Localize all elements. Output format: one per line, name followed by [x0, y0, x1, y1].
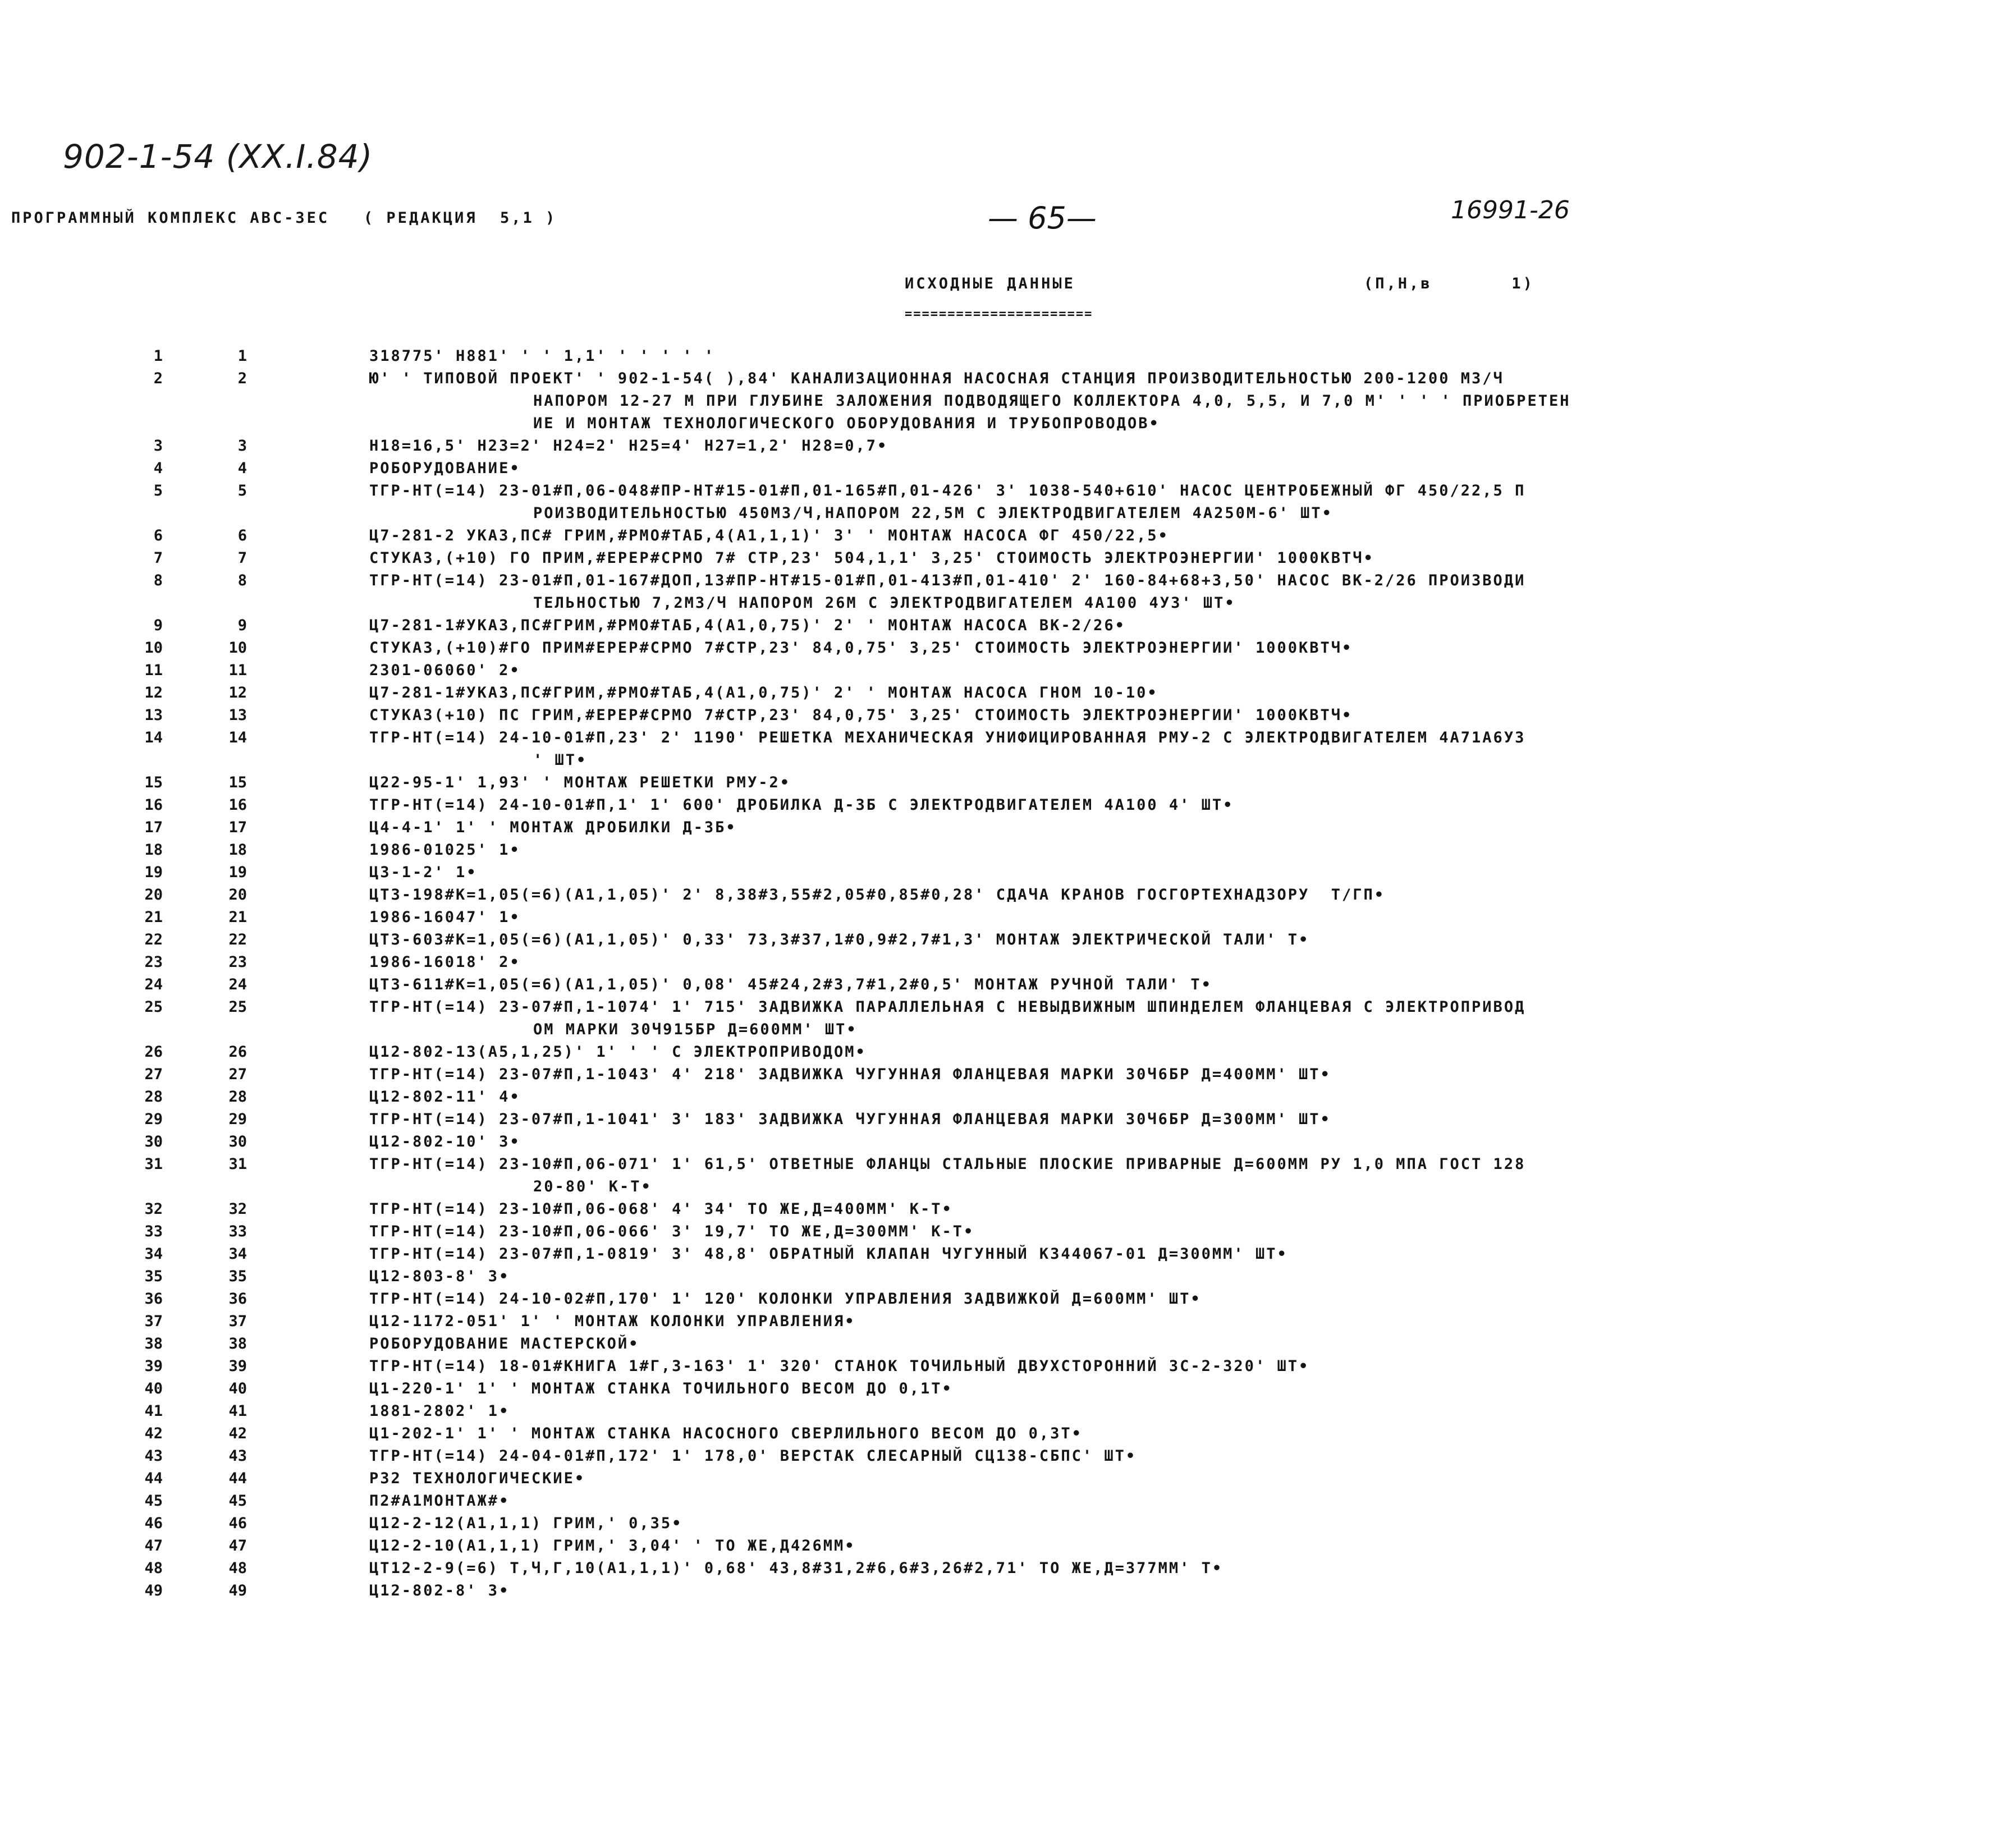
listing-row [0, 817, 2007, 839]
row-text-line: Ц12-2-10(А1,1,1) ГРИМ,' 3,04' ' ТО ЖЕ,Д426ММ• [369, 1537, 856, 1554]
row-number: 26 [144, 1043, 163, 1061]
row-line-number: 21 [228, 909, 247, 926]
row-line-number: 34 [228, 1245, 247, 1263]
listing-row [0, 1041, 2007, 1063]
row-text-line: ТГР-НТ(=14) 23-10#П,06-066' 3' 19,7' ТО ЖЕ,Д=300ММ' К-Т• [369, 1223, 975, 1240]
listing-row [0, 1153, 2007, 1198]
row-number: 2 [153, 370, 163, 387]
row-text-line: СТУКАЗ,(+10)#ГО ПРИМ#ЕРЕР#СРМО 7#СТР,23' 84,0,75' 3,25' СТОИМОСТЬ ЭЛЕКТРОЭНЕРГИИ' 1000КВТЧ• [369, 639, 1353, 657]
row-text [369, 1265, 1963, 1288]
row-line-number: 40 [228, 1380, 247, 1397]
listing-row [0, 996, 2007, 1041]
row-line-number: 32 [228, 1200, 247, 1218]
row-text [369, 637, 1963, 659]
row-text-line: ТГР-НТ(=14) 23-10#П,06-068' 4' 34' ТО ЖЕ,Д=400ММ' К-Т• [369, 1200, 953, 1218]
row-text [369, 906, 1963, 929]
row-text [369, 1378, 1963, 1400]
row-line-number: 1 [237, 347, 247, 365]
row-line-number: 24 [228, 976, 247, 993]
row-text [369, 1243, 1963, 1265]
row-number: 33 [144, 1223, 163, 1240]
row-text [369, 1512, 1963, 1535]
row-text [369, 884, 1963, 906]
row-line-number: 10 [228, 639, 247, 657]
row-number: 44 [144, 1470, 163, 1487]
row-line-number: 44 [228, 1470, 247, 1487]
listing-row [0, 929, 2007, 951]
row-text [369, 951, 1963, 974]
row-line-number: 45 [228, 1492, 247, 1510]
row-number: 45 [144, 1492, 163, 1510]
section-underline: ====================== [905, 307, 1093, 321]
row-number: 34 [144, 1245, 163, 1263]
listing-row [0, 704, 2007, 727]
row-line-number: 48 [228, 1560, 247, 1577]
row-text [369, 861, 1963, 884]
row-text [369, 1468, 1963, 1490]
listing-row [0, 1108, 2007, 1131]
row-text-line: Ц12-1172-051' 1' ' МОНТАЖ КОЛОНКИ УПРАВЛЕНИЯ• [369, 1313, 856, 1330]
listing-row [0, 435, 2007, 457]
row-line-number: 39 [228, 1358, 247, 1375]
row-number: 20 [144, 886, 163, 904]
row-number: 42 [144, 1425, 163, 1442]
row-line-number: 18 [228, 841, 247, 859]
row-line-number: 15 [228, 774, 247, 791]
row-text-line: ТГР-НТ(=14) 24-10-02#П,170' 1' 120' КОЛОНКИ УПРАВЛЕНИЯ ЗАДВИЖКОЙ Д=600ММ' ШТ• [369, 1290, 1202, 1308]
row-text [369, 1108, 1963, 1131]
row-text-line: 1986-01025' 1• [369, 841, 521, 859]
listing-row [0, 615, 2007, 637]
row-number: 7 [153, 549, 163, 567]
row-continuation-line: ИЕ И МОНТАЖ ТЕХНОЛОГИЧЕСКОГО ОБОРУДОВАНИЯ И ТРУБОПРОВОДОВ• [533, 415, 1160, 432]
listing-row [0, 1535, 2007, 1557]
listing-row [0, 974, 2007, 996]
row-text [369, 1041, 1963, 1063]
listing-row [0, 1580, 2007, 1602]
row-text-line: Н18=16,5' Н23=2' Н24=2' Н25=4' Н27=1,2' Н28=0,7• [369, 437, 888, 455]
document-code: 902-1-54 (XX.I.84) [63, 137, 373, 176]
row-text-line: ТГР-НТ(=14) 23-10#П,06-071' 1' 61,5' ОТВЕТНЫЕ ФЛАНЦЫ СТАЛЬНЫЕ ПЛОСКИЕ ПРИВАРНЫЕ Д=600ММ РУ 1,0 МПА ГОСТ 128 [369, 1155, 1526, 1173]
row-text-line: ТГР-НТ(=14) 24-04-01#П,172' 1' 178,0' ВЕРСТАК СЛЕСАРНЫЙ СЦ138-СБПС' ШТ• [369, 1447, 1137, 1465]
listing-row [0, 1131, 2007, 1153]
sheet-code: 16991-26 [1451, 196, 1570, 224]
row-text [369, 1153, 1963, 1198]
row-text-line: ТГР-НТ(=14) 23-07#П,1-1074' 1' 715' ЗАДВИЖКА ПАРАЛЛЕЛЬНАЯ С НЕВЫДВИЖНЫМ ШПИНДЕЛЕМ ФЛАНЦЕВАЯ С ЭЛЕКТРОПРИВОД [369, 998, 1526, 1016]
row-text-line: СТУКАЗ(+10) ПС ГРИМ,#ЕРЕР#СРМО 7#СТР,23' 84,0,75' 3,25' СТОИМОСТЬ ЭЛЕКТРОЭНЕРГИИ' 1000КВТЧ• [369, 707, 1353, 724]
row-number: 36 [144, 1290, 163, 1308]
listing-row [0, 1221, 2007, 1243]
row-line-number: 25 [228, 998, 247, 1016]
section-heading: ИСХОДНЫЕ ДАННЫЕ [905, 275, 1075, 292]
row-text-line: Ц4-4-1' 1' ' МОНТАЖ ДРОБИЛКИ Д-3Б• [369, 819, 737, 836]
row-text-line: РОБОРУДОВАНИЕ МАСТЕРСКОЙ• [369, 1335, 640, 1352]
row-line-number: 2 [237, 370, 247, 387]
listing-row [0, 457, 2007, 480]
row-text [369, 1086, 1963, 1108]
row-line-number: 42 [228, 1425, 247, 1442]
row-text [369, 1063, 1963, 1086]
row-number: 10 [144, 639, 163, 657]
listing-row [0, 547, 2007, 570]
listing-row [0, 1265, 2007, 1288]
listing-row [0, 1423, 2007, 1445]
row-text [369, 974, 1963, 996]
listing-row [0, 839, 2007, 861]
listing-row [0, 1243, 2007, 1265]
row-text-line: П2#А1МОНТАЖ#• [369, 1492, 510, 1510]
row-text [369, 659, 1963, 682]
row-text [369, 929, 1963, 951]
row-text [369, 794, 1963, 817]
row-line-number: 9 [237, 617, 247, 634]
row-line-number: 13 [228, 707, 247, 724]
row-number: 35 [144, 1268, 163, 1285]
row-line-number: 47 [228, 1537, 247, 1554]
row-text-line: 1986-16018' 2• [369, 953, 521, 971]
row-line-number: 33 [228, 1223, 247, 1240]
row-text [369, 682, 1963, 704]
row-text-line: Ю' ' ТИПОВОЙ ПРОЕКТ' ' 902-1-54( ),84' КАНАЛИЗАЦИОННАЯ НАСОСНАЯ СТАНЦИЯ ПРОИЗВОДИТЕЛЬНОСТЬЮ 200-1200 М3/Ч [369, 370, 1504, 387]
row-line-number: 37 [228, 1313, 247, 1330]
row-text [369, 547, 1963, 570]
row-line-number: 19 [228, 864, 247, 881]
listing-row [0, 682, 2007, 704]
row-text-line: 2301-06060' 2• [369, 662, 521, 679]
row-number: 19 [144, 864, 163, 881]
row-text [369, 345, 1963, 368]
row-number: 40 [144, 1380, 163, 1397]
row-line-number: 38 [228, 1335, 247, 1352]
row-text-line: Ц7-281-2 УКАЗ,ПС# ГРИМ,#РМО#ТАБ,4(А1,1,1)' 3' ' МОНТАЖ НАСОСА ФГ 450/22,5• [369, 527, 1169, 544]
listing-row [0, 906, 2007, 929]
row-line-number: 6 [237, 527, 247, 544]
row-text-line: 1881-2802' 1• [369, 1402, 510, 1420]
row-text-line: РОБОРУДОВАНИЕ• [369, 460, 521, 477]
row-text [369, 727, 1963, 772]
row-number: 3 [153, 437, 163, 455]
row-line-number: 5 [237, 482, 247, 499]
listing-row [0, 368, 2007, 435]
row-text [369, 1310, 1963, 1333]
row-number: 4 [153, 460, 163, 477]
row-number: 14 [144, 729, 163, 746]
row-text [369, 1333, 1963, 1355]
listing-row [0, 525, 2007, 547]
row-line-number: 16 [228, 796, 247, 814]
row-number: 9 [153, 617, 163, 634]
listing-row [0, 1512, 2007, 1535]
row-number: 15 [144, 774, 163, 791]
row-number: 39 [144, 1358, 163, 1375]
row-number: 31 [144, 1155, 163, 1173]
row-line-number: 17 [228, 819, 247, 836]
row-number: 16 [144, 796, 163, 814]
row-text-line: Ц12-802-10' 3• [369, 1133, 521, 1150]
listing-row [0, 659, 2007, 682]
row-number: 30 [144, 1133, 163, 1150]
row-number: 12 [144, 684, 163, 701]
row-text-line: ТГР-НТ(=14) 23-07#П,1-1041' 3' 183' ЗАДВИЖКА ЧУГУННАЯ ФЛАНЦЕВАЯ МАРКИ 30Ч6БР Д=300ММ' ШТ• [369, 1111, 1331, 1128]
row-number: 5 [153, 482, 163, 499]
row-text [369, 1198, 1963, 1221]
listing-row [0, 1333, 2007, 1355]
row-text-line: Ц12-802-11' 4• [369, 1088, 521, 1106]
row-line-number: 41 [228, 1402, 247, 1420]
row-text [369, 615, 1963, 637]
row-text-line: Ц7-281-1#УКАЗ,ПС#ГРИМ,#РМО#ТАБ,4(А1,0,75)' 2' ' МОНТАЖ НАСОСА ВК-2/26• [369, 617, 1126, 634]
row-number: 25 [144, 998, 163, 1016]
row-text [369, 1288, 1963, 1310]
row-continuation-line: ' ШТ• [533, 751, 588, 769]
row-number: 8 [153, 572, 163, 589]
row-text [369, 772, 1963, 794]
row-text-line: 1986-16047' 1• [369, 909, 521, 926]
row-continuation-line: ТЕЛЬНОСТЬЮ 7,2М3/Ч НАПОРОМ 26М С ЭЛЕКТРОДВИГАТЕЛЕМ 4А100 4У3' ШТ• [533, 594, 1236, 612]
row-number: 49 [144, 1582, 163, 1599]
row-line-number: 36 [228, 1290, 247, 1308]
listing-row [0, 1355, 2007, 1378]
listing-row [0, 727, 2007, 772]
listing-row [0, 345, 2007, 368]
listing-row [0, 772, 2007, 794]
row-line-number: 43 [228, 1447, 247, 1465]
page-number: — 65— [988, 200, 1097, 236]
row-number: 38 [144, 1335, 163, 1352]
listing-row [0, 1288, 2007, 1310]
listing-row [0, 1400, 2007, 1423]
row-number: 24 [144, 976, 163, 993]
row-text-line: Ц12-2-12(А1,1,1) ГРИМ,' 0,35• [369, 1515, 683, 1532]
row-number: 46 [144, 1515, 163, 1532]
row-line-number: 46 [228, 1515, 247, 1532]
listing-row [0, 794, 2007, 817]
row-text [369, 1131, 1963, 1153]
row-number: 23 [144, 953, 163, 971]
row-number: 21 [144, 909, 163, 926]
row-line-number: 31 [228, 1155, 247, 1173]
row-line-number: 11 [228, 662, 247, 679]
row-line-number: 29 [228, 1111, 247, 1128]
listing-row [0, 637, 2007, 659]
listing-row [0, 1063, 2007, 1086]
row-text-line: ТГР-НТ(=14) 24-10-01#П,1' 1' 600' ДРОБИЛКА Д-3Б С ЭЛЕКТРОДВИГАТЕЛЕМ 4А100 4' ШТ• [369, 796, 1234, 814]
row-text [369, 1580, 1963, 1602]
row-line-number: 14 [228, 729, 247, 746]
row-text-line: ЦТ3-198#К=1,05(=6)(А1,1,05)' 2' 8,38#3,55#2,05#0,85#0,28' СДАЧА КРАНОВ ГОСГОРТЕХНАДЗОРУ Т/ГП• [369, 886, 1386, 904]
row-number: 22 [144, 931, 163, 948]
row-continuation-line: НАПОРОМ 12-27 М ПРИ ГЛУБИНЕ ЗАЛОЖЕНИЯ ПОДВОДЯЩЕГО КОЛЛЕКТОРА 4,0, 5,5, И 7,0 М' ' ' ' ПРИОБРЕТЕН [533, 392, 1571, 410]
row-number: 29 [144, 1111, 163, 1128]
row-text-line: Р32 ТЕХНОЛОГИЧЕСКИЕ• [369, 1470, 586, 1487]
row-text-line: СТУКАЗ,(+10) ГО ПРИМ,#ЕРЕР#СРМО 7# СТР,23' 504,1,1' 3,25' СТОИМОСТЬ ЭЛЕКТРОЭНЕРГИИ' 1000КВТЧ• [369, 549, 1374, 567]
row-text-line: Ц1-220-1' 1' ' МОНТАЖ СТАНКА ТОЧИЛЬНОГО ВЕСОМ ДО 0,1Т• [369, 1380, 953, 1397]
row-text-line: Ц1-202-1' 1' ' МОНТАЖ СТАНКА НАСОСНОГО СВЕРЛИЛЬНОГО ВЕСОМ ДО 0,3Т• [369, 1425, 1083, 1442]
row-line-number: 22 [228, 931, 247, 948]
row-line-number: 3 [237, 437, 247, 455]
row-number: 43 [144, 1447, 163, 1465]
section-params: (П,Н,в 1) [1364, 275, 1534, 292]
row-text-line: ТГР-НТ(=14) 23-07#П,1-1043' 4' 218' ЗАДВИЖКА ЧУГУННАЯ ФЛАНЦЕВАЯ МАРКИ 30Ч6БР Д=400ММ' ШТ• [369, 1066, 1331, 1083]
row-text-line: ЦТ12-2-9(=6) Т,Ч,Г,10(А1,1,1)' 0,68' 43,8#31,2#6,6#3,26#2,71' ТО ЖЕ,Д=377ММ' Т• [369, 1560, 1224, 1577]
row-text-line: ТГР-НТ(=14) 23-01#П,06-048#ПР-НТ#15-01#П,01-165#П,01-426' 3' 1038-540+610' НАСОС ЦЕНТРОБЕЖНЫЙ ФГ 450/22,5 П [369, 482, 1526, 499]
program-title: ПРОГРАММНЫЙ КОМПЛЕКС АВС-ЗЕС ( РЕДАКЦИЯ 5,1 ) [11, 209, 557, 227]
row-line-number: 35 [228, 1268, 247, 1285]
row-line-number: 23 [228, 953, 247, 971]
row-text-line: Ц12-803-8' 3• [369, 1268, 510, 1285]
row-text-line: Ц7-281-1#УКАЗ,ПС#ГРИМ,#РМО#ТАБ,4(А1,0,75)' 2' ' МОНТАЖ НАСОСА ГНОМ 10-10• [369, 684, 1158, 701]
listing-row [0, 1378, 2007, 1400]
row-text [369, 1535, 1963, 1557]
row-text-line: ЦТ3-611#К=1,05(=6)(А1,1,05)' 0,08' 45#24,2#3,7#1,2#0,5' МОНТАЖ РУЧНОЙ ТАЛИ' Т• [369, 976, 1212, 993]
row-text [369, 368, 1963, 435]
row-line-number: 27 [228, 1066, 247, 1083]
row-line-number: 7 [237, 549, 247, 567]
listing-row [0, 861, 2007, 884]
row-number: 48 [144, 1560, 163, 1577]
row-number: 32 [144, 1200, 163, 1218]
row-text [369, 1490, 1963, 1512]
row-text-line: Ц12-802-13(А5,1,25)' 1' ' ' С ЭЛЕКТРОПРИВОДОМ• [369, 1043, 867, 1061]
row-text-line: 318775' Н881' ' ' 1,1' ' ' ' ' ' [369, 347, 716, 365]
row-line-number: 30 [228, 1133, 247, 1150]
row-line-number: 26 [228, 1043, 247, 1061]
row-text [369, 480, 1963, 525]
row-number: 47 [144, 1537, 163, 1554]
row-text [369, 525, 1963, 547]
data-listing [0, 345, 2007, 1602]
row-line-number: 20 [228, 886, 247, 904]
row-text-line: ТГР-НТ(=14) 18-01#КНИГА 1#Г,3-163' 1' 320' СТАНОК ТОЧИЛЬНЫЙ ДВУХСТОРОННИЙ 3С-2-320' ШТ• [369, 1358, 1310, 1375]
row-text-line: ТГР-НТ(=14) 23-01#П,01-167#ДОП,13#ПР-НТ#15-01#П,01-413#П,01-410' 2' 160-84+68+3,50' НАСОС ВК-2/26 ПРОИЗВОДИ [369, 572, 1526, 589]
listing-row [0, 1557, 2007, 1580]
row-text [369, 1221, 1963, 1243]
row-line-number: 28 [228, 1088, 247, 1106]
row-number: 11 [144, 662, 163, 679]
row-text [369, 996, 1963, 1041]
row-text-line: Ц3-1-2' 1• [369, 864, 478, 881]
listing-row [0, 1445, 2007, 1468]
row-line-number: 4 [237, 460, 247, 477]
row-line-number: 8 [237, 572, 247, 589]
listing-row [0, 951, 2007, 974]
row-text [369, 1400, 1963, 1423]
row-text [369, 1445, 1963, 1468]
listing-row [0, 1086, 2007, 1108]
row-number: 27 [144, 1066, 163, 1083]
row-text-line: ТГР-НТ(=14) 23-07#П,1-0819' 3' 48,8' ОБРАТНЫЙ КЛАПАН ЧУГУННЫЙ К344067-01 Д=300ММ' ШТ• [369, 1245, 1288, 1263]
row-continuation-line: 20-80' К-Т• [533, 1178, 652, 1195]
row-text-line: Ц22-95-1' 1,93' ' МОНТАЖ РЕШЕТКИ РМУ-2• [369, 774, 791, 791]
row-text [369, 457, 1963, 480]
listing-row [0, 480, 2007, 525]
listing-row [0, 1490, 2007, 1512]
row-number: 41 [144, 1402, 163, 1420]
row-text-line: ЦТ3-603#К=1,05(=6)(А1,1,05)' 0,33' 73,3#37,1#0,9#2,7#1,3' МОНТАЖ ЭЛЕКТРИЧЕСКОЙ ТАЛИ' Т• [369, 931, 1310, 948]
row-text [369, 704, 1963, 727]
row-text [369, 435, 1963, 457]
row-continuation-line: РОИЗВОДИТЕЛЬНОСТЬЮ 450М3/Ч,НАПОРОМ 22,5М С ЭЛЕКТРОДВИГАТЕЛЕМ 4А250М-6' ШТ• [533, 505, 1333, 522]
row-continuation-line: ОМ МАРКИ 30Ч915БР Д=600ММ' ШТ• [533, 1021, 858, 1038]
listing-row [0, 884, 2007, 906]
listing-row [0, 1468, 2007, 1490]
page-header [0, 196, 2007, 239]
row-number: 18 [144, 841, 163, 859]
row-number: 6 [153, 527, 163, 544]
listing-row [0, 570, 2007, 615]
listing-row [0, 1310, 2007, 1333]
row-number: 1 [153, 347, 163, 365]
row-number: 17 [144, 819, 163, 836]
row-text [369, 839, 1963, 861]
row-number: 37 [144, 1313, 163, 1330]
row-text-line: ТГР-НТ(=14) 24-10-01#П,23' 2' 1190' РЕШЕТКА МЕХАНИЧЕСКАЯ УНИФИЦИРОВАННАЯ РМУ-2 С ЭЛЕКТРОДВИГАТЕЛЕМ 4А71А6У3 [369, 729, 1526, 746]
row-text-line: Ц12-802-8' 3• [369, 1582, 510, 1599]
listing-row [0, 1198, 2007, 1221]
row-text [369, 570, 1963, 615]
row-line-number: 12 [228, 684, 247, 701]
row-text [369, 1557, 1963, 1580]
row-text [369, 817, 1963, 839]
row-text [369, 1423, 1963, 1445]
row-line-number: 49 [228, 1582, 247, 1599]
row-number: 13 [144, 707, 163, 724]
row-number: 28 [144, 1088, 163, 1106]
row-text [369, 1355, 1963, 1378]
